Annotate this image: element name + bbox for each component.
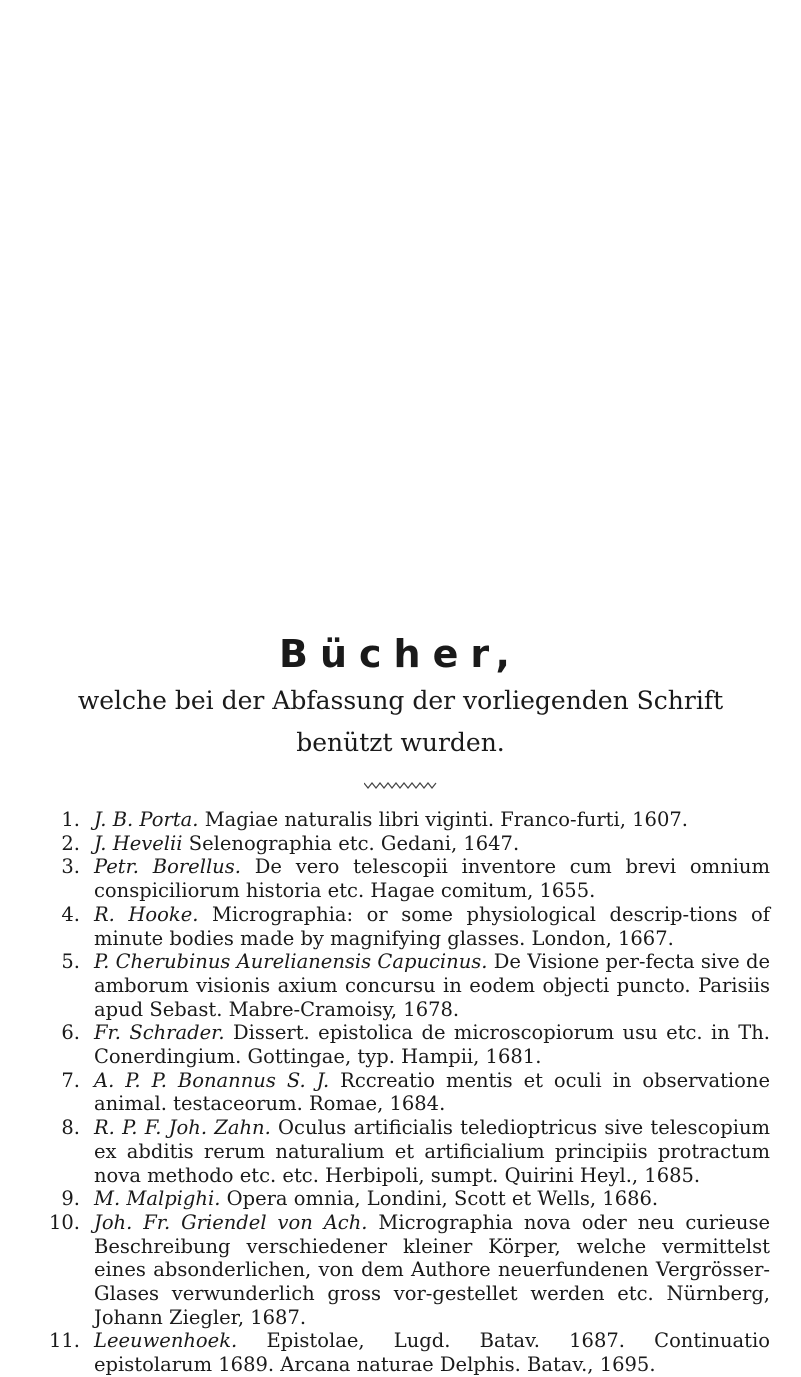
wavy-divider-ornament <box>0 775 801 787</box>
entry-author: R. P. F. Joh. Zahn. <box>94 1116 271 1140</box>
bibliography-entry <box>40 950 770 1021</box>
entry-author: M. Malpighi. <box>94 1187 221 1211</box>
bibliography-entry <box>40 855 770 902</box>
entry-author: P. Cherubinus Aurelianensis Capucinus. <box>94 950 488 974</box>
bibliography-list <box>40 808 770 1377</box>
wavy-line-icon <box>364 780 438 790</box>
entry-text: Epistolae, Lugd. Batav. 1687. Continuatio epistolarum 1689. Arcana naturae Delphis. Batav., 1695. <box>94 1329 770 1377</box>
entry-number: 1. <box>61 808 80 831</box>
entry-number: 11. <box>48 1329 80 1353</box>
bibliography-entry <box>40 1329 770 1376</box>
bibliography-entry <box>40 903 770 950</box>
entry-number: 9. <box>61 1187 80 1211</box>
entry-text: Magiae naturalis libri viginti. Franco-furti, 1607. <box>204 808 688 831</box>
bibliography-entry <box>40 808 770 832</box>
entry-number: 3. <box>61 855 80 879</box>
entry-text: Micrographia: or some physiological descrip-tions of minute bodies made by magnifying glasses. London, 1667. <box>94 902 770 950</box>
bibliography-entry <box>40 1021 770 1068</box>
entry-author: Joh. Fr. Griendel von Ach. <box>94 1210 368 1234</box>
entry-text: Micrographia nova oder neu curieuse Beschreibung verschiedener kleiner Körper, welche vermittelst eines absonderlichen, von dem Authore neuerfundenen Vergrösser-Glases verwunderlich gross vor-gestellet werden etc. Nürnberg, Johann Ziegler, 1687. <box>94 1210 770 1329</box>
bibliography-entry <box>40 1187 770 1211</box>
entry-number: 10. <box>48 1210 80 1234</box>
entry-number: 6. <box>61 1021 80 1045</box>
bibliography-entry <box>40 1116 770 1187</box>
page-subtitle: welche bei der Abfassung der vorliegenden Schrift benützt wurden. <box>77 686 724 757</box>
entry-text: Selenographia etc. Gedani, 1647. <box>188 831 520 855</box>
entry-number: 7. <box>61 1068 80 1092</box>
entry-author: Leeuwenhoek. <box>94 1329 238 1353</box>
entry-text: Rccreatio mentis et oculi in observatione animal. testaceorum. Romae, 1684. <box>94 1068 771 1116</box>
entry-text: Dissert. epistolica de microscopiorum usu etc. in Th. Conerdingium. Gottingae, typ. Hampii, 1681. <box>94 1021 771 1069</box>
bibliography-entry <box>40 1069 770 1116</box>
entry-text: Oculus artificialis teledioptricus sive telescopium ex abditis rerum naturalium et artificialium principiis protractum nova methodo etc. etc. Herbipoli, sumpt. Quirini Heyl., 1685. <box>94 1116 770 1187</box>
entry-number: 2. <box>61 831 80 855</box>
entry-author: J. Hevelii <box>94 831 183 855</box>
page-heading: Bücher, <box>279 632 522 676</box>
entry-number: 8. <box>61 1116 80 1140</box>
entry-author: Petr. Borellus. <box>94 855 241 879</box>
entry-author: J. B. Porta. <box>94 808 199 831</box>
entry-text: Opera omnia, Londini, Scott et Wells, 1686. <box>226 1187 659 1211</box>
entry-text: De vero telescopii inventore cum brevi omnium conspiciliorum historia etc. Hagae comitum, 1655. <box>94 855 770 903</box>
bibliography-entry <box>40 1211 770 1330</box>
entry-author: Fr. Schrader. <box>94 1021 225 1045</box>
bibliography-entry <box>40 832 770 856</box>
entry-author: A. P. P. Bonannus S. J. <box>94 1068 330 1092</box>
entry-number: 5. <box>61 950 80 974</box>
entry-author: R. Hooke. <box>94 902 199 926</box>
entry-text: De Visione per-fecta sive de amborum visionis axium concursu in eodem objecti puncto. Parisiis apud Sebast. Mabre-Cramoisy, 1678. <box>94 950 770 1021</box>
entry-number: 4. <box>61 902 80 926</box>
